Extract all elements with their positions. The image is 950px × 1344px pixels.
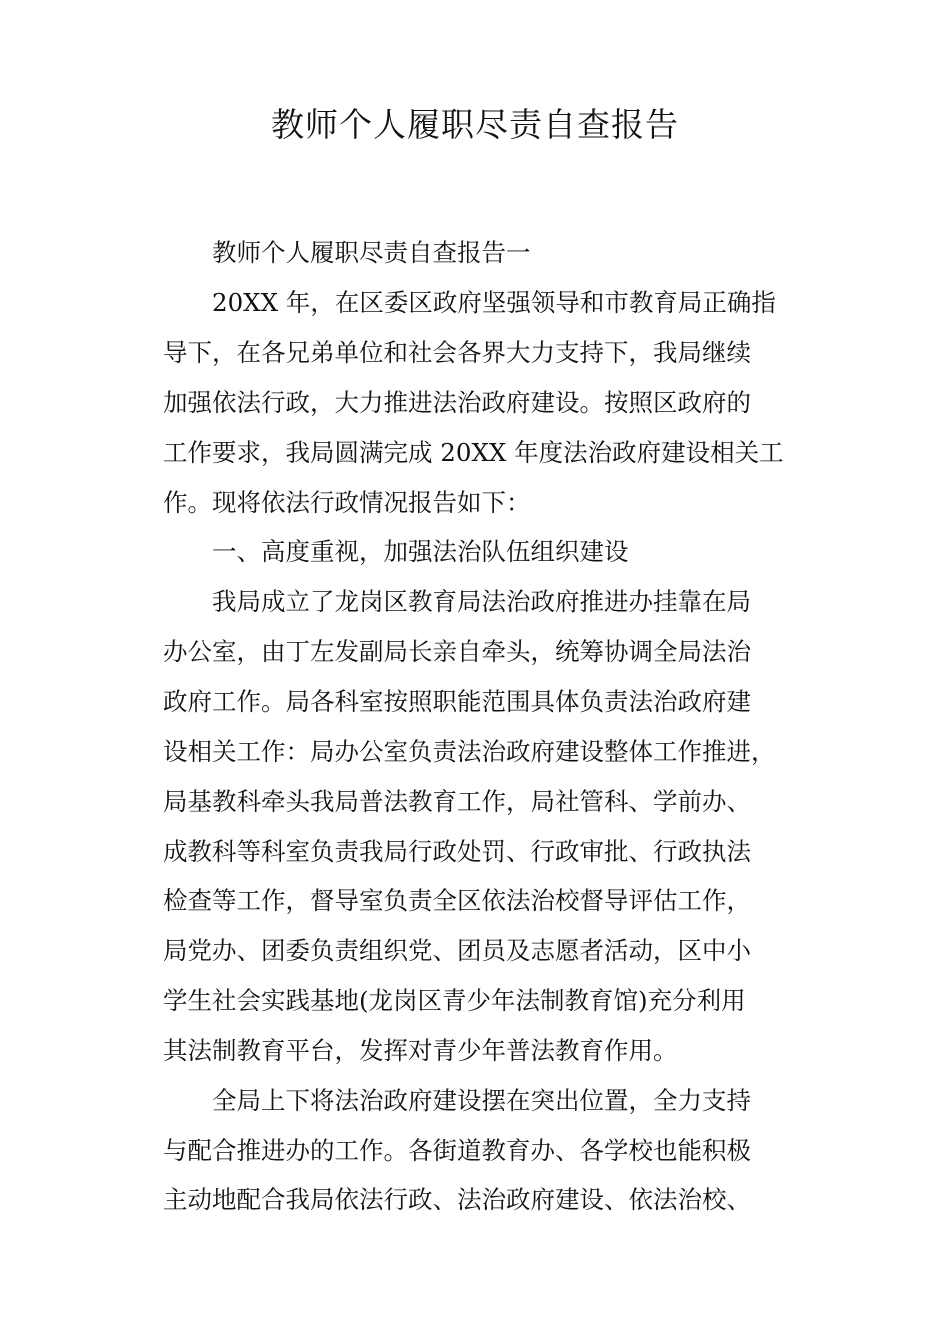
paragraph-line: 全局上下将法治政府建设摆在突出位置，全力支持 [212,1086,751,1115]
paragraph-line: 学生社会实践基地(龙岗区青少年法制教育馆)充分利用 [163,986,746,1015]
paragraph-line: 作。现将依法行政情况报告如下： [163,488,531,517]
paragraph-line: 检查等工作，督导室负责全区依法治校督导评估工作， [163,886,751,915]
paragraph-line: 政府工作。局各科室按照职能范围具体负责法治政府建 [163,687,751,716]
section-heading: 教师个人履职尽责自查报告一 [212,238,531,267]
paragraph-line: 局基教科牵头我局普法教育工作，局社管科、学前办、 [163,787,751,816]
paragraph-line: 主动地配合我局依法行政、法治政府建设、依法治校、 [163,1185,751,1214]
document-title: 教师个人履职尽责自查报告 [271,105,679,144]
paragraph-line: 加强依法行政，大力推进法治政府建设。按照区政府的 [163,388,751,417]
paragraph-line: 我局成立了龙岗区教育局法治政府推进办挂靠在局 [212,587,751,616]
paragraph-line: 20XX 年，在区委区政府坚强领导和市教育局正确指 [212,288,776,317]
paragraph-line: 其法制教育平台，发挥对青少年普法教育作用。 [163,1036,678,1065]
paragraph-line: 办公室，由丁左发副局长亲自牵头，统筹协调全局法治 [163,637,751,666]
paragraph-line: 局党办、团委负责组织党、团员及志愿者活动，区中小 [163,936,751,965]
paragraph-line: 工作要求，我局圆满完成 20XX 年度法治政府建设相关工 [163,438,784,467]
paragraph-line: 设相关工作：局办公室负责法治政府建设整体工作推进， [163,737,776,766]
paragraph-line: 与配合推进办的工作。各街道教育办、各学校也能积极 [163,1136,751,1165]
subsection-heading: 一、高度重视，加强法治队伍组织建设 [212,537,629,566]
paragraph-line: 导下，在各兄弟单位和社会各界大力支持下，我局继续 [163,338,751,367]
paragraph-line: 成教科等科室负责我局行政处罚、行政审批、行政执法 [163,837,751,866]
